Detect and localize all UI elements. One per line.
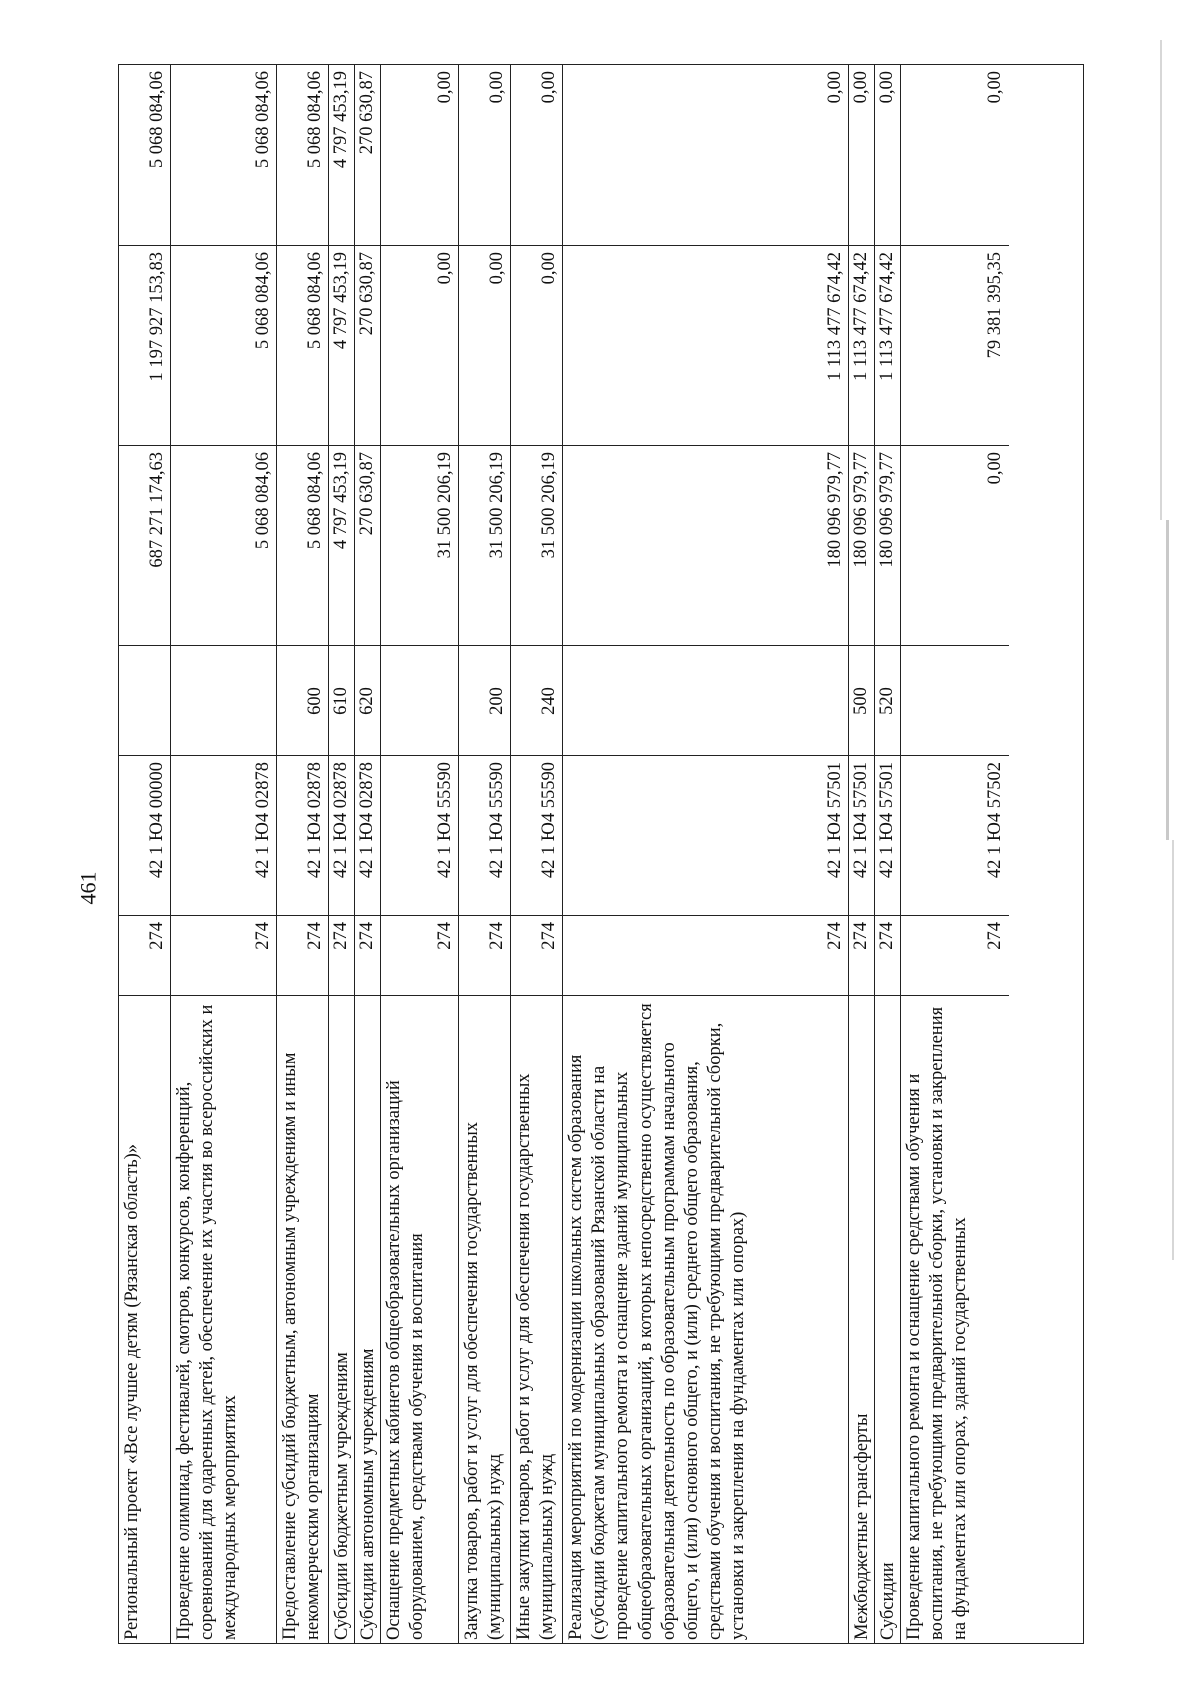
cell-text-sum3: 0,00 bbox=[434, 71, 455, 104]
cell-text-sum2: 0,00 bbox=[486, 252, 507, 285]
cell-text-sum2: 5 068 084,06 bbox=[304, 252, 325, 350]
table-row bbox=[901, 65, 1009, 1643]
cell-text-vr: 240 bbox=[538, 687, 559, 715]
cell-text-csr: 42 1 Ю4 55590 bbox=[434, 762, 455, 879]
cell-ved bbox=[355, 915, 380, 995]
cell-text-vr bbox=[381, 646, 458, 755]
cell-csr bbox=[171, 755, 276, 915]
cell-csr bbox=[355, 755, 380, 915]
cell-text-sum1: 5 068 084,06 bbox=[252, 452, 273, 550]
cell-csr bbox=[511, 755, 562, 915]
cell-text-sum1: 180 096 979,77 bbox=[824, 452, 845, 568]
cell-name bbox=[119, 995, 170, 1645]
cell-sum2 bbox=[511, 245, 562, 445]
table-row bbox=[277, 65, 329, 1643]
cell-text-ved: 274 bbox=[304, 922, 325, 950]
cell-text-sum3: 4 797 453,19 bbox=[330, 71, 351, 169]
cell-text-csr: 42 1 Ю4 02878 bbox=[356, 762, 377, 879]
scan-artifact bbox=[1160, 40, 1162, 520]
cell-text-name: Реализация мероприятий по модернизации школьных систем образования (субсидии бюджетам муниципальных образований Рязанской области на проведение капитального ремонта и оснащение зданий муниципальных общеобразовательных организаций, в которых непосредственно осуществляется образовательная деятельность по образовательным программам начального общего, и (или) основного общего, и (или) среднего общего образования, средствами обучения и воспитания, не требующими предварительной сборки, установки и закрепления на фундаментах или опорах) bbox=[566, 1003, 749, 1640]
cell-text-ved: 274 bbox=[434, 922, 455, 950]
cell-sum3 bbox=[329, 65, 354, 245]
cell-text-name: Субсидии бюджетным учреждениям bbox=[332, 1352, 352, 1640]
cell-text-sum1: 687 271 174,63 bbox=[146, 452, 167, 568]
cell-text-csr: 42 1 Ю4 02878 bbox=[330, 762, 351, 879]
cell-sum3 bbox=[563, 65, 848, 245]
cell-sum3 bbox=[459, 65, 510, 245]
cell-ved bbox=[901, 915, 1009, 995]
cell-csr bbox=[277, 755, 328, 915]
cell-name bbox=[381, 995, 458, 1645]
cell-text-vr: 610 bbox=[330, 687, 351, 715]
cell-sum1 bbox=[329, 445, 354, 645]
cell-text-name: Предоставление субсидий бюджетным, автономным учреждениям и иным некоммерческим организациям bbox=[280, 1052, 324, 1640]
cell-name bbox=[511, 995, 562, 1645]
cell-text-sum1: 31 500 206,19 bbox=[486, 452, 507, 559]
cell-text-sum1: 31 500 206,19 bbox=[538, 452, 559, 559]
cell-sum3 bbox=[849, 65, 874, 245]
cell-text-csr: 42 1 Ю4 55590 bbox=[538, 762, 559, 879]
cell-text-sum1: 0,00 bbox=[984, 452, 1005, 485]
cell-text-sum3: 0,00 bbox=[538, 71, 559, 104]
cell-text-sum3: 0,00 bbox=[824, 71, 845, 104]
cell-sum2 bbox=[381, 245, 458, 445]
cell-name bbox=[563, 995, 848, 1645]
cell-text-vr bbox=[901, 646, 1009, 755]
cell-text-name: Проведение капитального ремонта и оснащение средствами обучения и воспитания, не требующими предварительной сборки, установки и закрепления на фундаментах или опорах, зданий государственных bbox=[904, 1006, 971, 1640]
cell-vr bbox=[355, 645, 380, 755]
cell-text-ved: 274 bbox=[876, 922, 897, 950]
cell-sum1 bbox=[563, 445, 848, 645]
cell-text-vr bbox=[171, 646, 276, 755]
cell-sum3 bbox=[355, 65, 380, 245]
cell-text-ved: 274 bbox=[252, 922, 273, 950]
cell-sum2 bbox=[563, 245, 848, 445]
scan-artifact bbox=[1172, 840, 1174, 1260]
cell-text-name: Региональный проект «Все лучшее детям (Рязанская область)» bbox=[122, 1143, 142, 1640]
cell-text-ved: 274 bbox=[538, 922, 559, 950]
cell-text-ved: 274 bbox=[146, 922, 167, 950]
cell-sum1 bbox=[119, 445, 170, 645]
cell-sum3 bbox=[277, 65, 328, 245]
cell-csr bbox=[563, 755, 848, 915]
cell-sum1 bbox=[901, 445, 1009, 645]
cell-name bbox=[171, 995, 276, 1645]
cell-text-ved: 274 bbox=[330, 922, 351, 950]
cell-text-name: Оснащение предметных кабинетов общеобразовательных организаций оборудованием, средствами обучения и воспитания bbox=[384, 1080, 428, 1640]
cell-vr bbox=[381, 645, 458, 755]
cell-csr bbox=[459, 755, 510, 915]
cell-text-ved: 274 bbox=[356, 922, 377, 950]
cell-sum3 bbox=[171, 65, 276, 245]
page-number bbox=[74, 868, 102, 908]
table-row bbox=[381, 65, 459, 1643]
table-row bbox=[511, 65, 563, 1643]
cell-sum1 bbox=[355, 445, 380, 645]
cell-ved bbox=[849, 915, 874, 995]
cell-csr bbox=[381, 755, 458, 915]
cell-csr bbox=[875, 755, 900, 915]
cell-text-sum3: 0,00 bbox=[850, 71, 871, 104]
cell-vr bbox=[563, 645, 848, 755]
cell-sum3 bbox=[119, 65, 170, 245]
table-row bbox=[563, 65, 849, 1643]
cell-sum2 bbox=[277, 245, 328, 445]
cell-text-name: Проведение олимпиад, фестивалей, смотров, конкурсов, конференций, соревнований для одаренных детей, обеспечение их участия во всероссийских и международных мероприятиях bbox=[174, 1004, 241, 1640]
cell-sum2 bbox=[459, 245, 510, 445]
cell-text-sum2: 1 113 477 674,42 bbox=[876, 252, 897, 381]
cell-sum2 bbox=[329, 245, 354, 445]
cell-text-name: Субсидии bbox=[878, 1562, 898, 1640]
cell-ved bbox=[277, 915, 328, 995]
cell-vr bbox=[901, 645, 1009, 755]
cell-text-sum2: 1 113 477 674,42 bbox=[850, 252, 871, 381]
cell-text-sum2: 0,00 bbox=[434, 252, 455, 285]
cell-sum2 bbox=[849, 245, 874, 445]
cell-ved bbox=[119, 915, 170, 995]
cell-name bbox=[277, 995, 328, 1645]
cell-ved bbox=[329, 915, 354, 995]
table-row bbox=[171, 65, 277, 1643]
cell-csr bbox=[329, 755, 354, 915]
cell-vr bbox=[875, 645, 900, 755]
cell-text-sum2: 270 630,87 bbox=[356, 252, 377, 336]
cell-text-csr: 42 1 Ю4 57501 bbox=[876, 762, 897, 879]
cell-text-vr: 620 bbox=[356, 687, 377, 715]
cell-text-vr: 200 bbox=[486, 687, 507, 715]
cell-sum1 bbox=[849, 445, 874, 645]
cell-text-name: Иные закупки товаров, работ и услуг для обеспечения государственных (муниципальных) нужд bbox=[514, 1073, 558, 1640]
cell-name bbox=[875, 995, 900, 1645]
cell-sum2 bbox=[901, 245, 1009, 445]
cell-vr bbox=[849, 645, 874, 755]
cell-text-csr: 42 1 Ю4 00000 bbox=[146, 762, 167, 879]
cell-text-sum1: 270 630,87 bbox=[356, 452, 377, 536]
cell-text-sum1: 180 096 979,77 bbox=[876, 452, 897, 568]
cell-name bbox=[849, 995, 874, 1645]
cell-text-sum3: 0,00 bbox=[486, 71, 507, 104]
cell-text-name: Межбюджетные трансферты bbox=[852, 1413, 872, 1640]
cell-text-sum3: 5 068 084,06 bbox=[252, 71, 273, 169]
cell-text-vr bbox=[119, 646, 170, 755]
cell-vr bbox=[459, 645, 510, 755]
cell-sum2 bbox=[355, 245, 380, 445]
cell-sum1 bbox=[381, 445, 458, 645]
cell-text-sum1: 31 500 206,19 bbox=[434, 452, 455, 559]
cell-text-ved: 274 bbox=[824, 922, 845, 950]
cell-text-vr bbox=[563, 646, 848, 755]
cell-name bbox=[459, 995, 510, 1645]
cell-text-vr: 600 bbox=[304, 687, 325, 715]
cell-text-sum3: 270 630,87 bbox=[356, 71, 377, 155]
cell-sum1 bbox=[459, 445, 510, 645]
cell-text-ved: 274 bbox=[984, 922, 1005, 950]
table-row bbox=[849, 65, 875, 1643]
cell-vr bbox=[171, 645, 276, 755]
cell-sum1 bbox=[511, 445, 562, 645]
cell-text-sum2: 79 381 395,35 bbox=[984, 252, 1005, 359]
cell-ved bbox=[563, 915, 848, 995]
cell-text-sum1: 180 096 979,77 bbox=[850, 452, 871, 568]
table-row bbox=[459, 65, 511, 1643]
cell-text-vr: 520 bbox=[876, 687, 897, 715]
cell-text-sum2: 4 797 453,19 bbox=[330, 252, 351, 350]
cell-ved bbox=[171, 915, 276, 995]
cell-sum3 bbox=[511, 65, 562, 245]
cell-csr bbox=[119, 755, 170, 915]
cell-sum2 bbox=[171, 245, 276, 445]
cell-text-sum2: 1 197 927 153,83 bbox=[146, 252, 167, 382]
table-row bbox=[355, 65, 381, 1643]
cell-text-csr: 42 1 Ю4 55590 bbox=[486, 762, 507, 879]
cell-text-name: Закупка товаров, работ и услуг для обеспечения государственных (муниципальных) нужд bbox=[462, 1121, 506, 1640]
cell-sum3 bbox=[381, 65, 458, 245]
cell-text-sum2: 5 068 084,06 bbox=[252, 252, 273, 350]
cell-csr bbox=[849, 755, 874, 915]
cell-ved bbox=[381, 915, 458, 995]
cell-sum1 bbox=[171, 445, 276, 645]
cell-sum1 bbox=[875, 445, 900, 645]
cell-text-sum2: 0,00 bbox=[538, 252, 559, 285]
cell-vr bbox=[277, 645, 328, 755]
cell-ved bbox=[875, 915, 900, 995]
scan-artifact bbox=[1166, 520, 1169, 840]
cell-text-name: Субсидии автономным учреждениям bbox=[358, 1348, 378, 1640]
cell-sum3 bbox=[901, 65, 1009, 245]
cell-vr bbox=[119, 645, 170, 755]
cell-ved bbox=[511, 915, 562, 995]
cell-sum3 bbox=[875, 65, 900, 245]
cell-text-ved: 274 bbox=[486, 922, 507, 950]
cell-text-ved: 274 bbox=[850, 922, 871, 950]
cell-text-sum3: 0,00 bbox=[984, 71, 1005, 104]
cell-sum2 bbox=[875, 245, 900, 445]
cell-text-vr: 500 bbox=[850, 687, 871, 715]
cell-text-csr: 42 1 Ю4 57501 bbox=[850, 762, 871, 879]
cell-sum2 bbox=[119, 245, 170, 445]
cell-text-sum1: 5 068 084,06 bbox=[304, 452, 325, 550]
cell-name bbox=[901, 995, 1009, 1645]
cell-sum1 bbox=[277, 445, 328, 645]
cell-name bbox=[355, 995, 380, 1645]
cell-text-csr: 42 1 Ю4 02878 bbox=[304, 762, 325, 879]
table-row bbox=[119, 65, 171, 1643]
cell-text-csr: 42 1 Ю4 57501 bbox=[824, 762, 845, 879]
cell-text-csr: 42 1 Ю4 57502 bbox=[984, 762, 1005, 879]
cell-text-sum3: 5 068 084,06 bbox=[146, 71, 167, 169]
cell-csr bbox=[901, 755, 1009, 915]
cell-text-sum3: 5 068 084,06 bbox=[304, 71, 325, 169]
page-number-text: 461 bbox=[75, 871, 100, 905]
table-row bbox=[875, 65, 901, 1643]
cell-text-sum3: 0,00 bbox=[876, 71, 897, 104]
table-row bbox=[329, 65, 355, 1643]
cell-vr bbox=[511, 645, 562, 755]
cell-text-csr: 42 1 Ю4 02878 bbox=[252, 762, 273, 879]
budget-table bbox=[118, 64, 1084, 1644]
cell-text-sum2: 1 113 477 674,42 bbox=[824, 252, 845, 381]
cell-vr bbox=[329, 645, 354, 755]
cell-name bbox=[329, 995, 354, 1645]
cell-ved bbox=[459, 915, 510, 995]
cell-text-sum1: 4 797 453,19 bbox=[330, 452, 351, 550]
